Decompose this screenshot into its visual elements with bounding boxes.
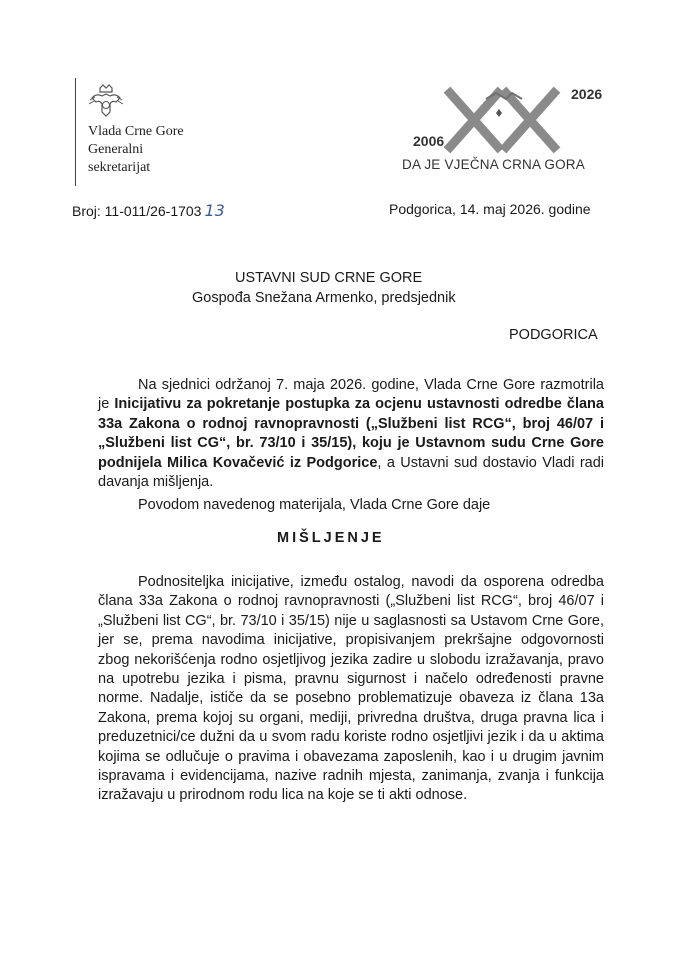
document-title: MIŠLJENJE [277, 530, 385, 546]
recipient-city: PODGORICA [509, 327, 598, 343]
place-date: Podgorica, 14. maj 2026. godine [389, 201, 591, 217]
gov-name-line-2: Generalni [88, 142, 144, 157]
p1-bold: Inicijativu za pokretanje postupka za ocjenu ustavnosti odredbe člana 33a Zakona o rodnoj ravnopravnosti („Službeni list RCG“, broj 46/07 i „Službeni list CG“, br. 73/10 i 35/15), koju je Ustavnom sudu Crne Gore podnijela Milica Kovačević iz Podgorice [98, 396, 604, 471]
p1-text-a: Na sjednici održanoj 7. maja 2026. godine, Vlada Crne Gore razmotrila je [98, 377, 604, 413]
reference-line [72, 201, 225, 220]
header-divider [75, 78, 76, 186]
gov-name-line-1: Vlada Crne Gore [88, 124, 184, 139]
gov-name-line-3: sekretarijat [88, 160, 151, 175]
reference-number: Broj: 11-011/26-1703 [72, 203, 202, 219]
paragraph-2: Povodom navedenog materijala, Vlada Crne Gore daje [138, 497, 491, 513]
paragraph-3: Podnositeljka inicijative, između ostalog, navodi da osporena odredba člana 33a Zakona o rodnoj ravnopravnosti („Službeni list RCG“, broj 46/07 i „Službeni list CG“, br. 73/10 i 35/15) nije u saglasnosti sa Ustavom Crne Gore, jer se, prema navodima inicijative, propisivanjem prekršajne odgovornosti zbog nekorišćenja rodno osjetljivog jezika zadire u slobodu izražavanja, pravo na upotrebu jezika i pisma, pravnu sigurnost i načelo određenosti pravne norme. Nadalje, ističe da se posebno problematizuje obaveza iz člana 13a Zakona, prema kojoj su organi, mediji, privredna društva, druga pravna lica i preduzetnici/ce dužni da u svom radu koriste rodno osjetljivi jezik i da u aktima kojima se odlučuje o pravima i obavezama zaposlenih, kao i u drugim javnim ispravama i evidencijama, nazive radnih mjesta, zanimanja, zvanja i funkcija izražavaju u prirodnom rodu lica na koje se ti akti odnose. [98, 574, 604, 804]
coat-of-arms-icon [86, 84, 126, 120]
paragraph-1 [98, 376, 604, 492]
anniversary-year-start: 2006 [413, 133, 445, 149]
handwritten-note: 13 [204, 201, 225, 220]
anniversary-year-end: 2026 [571, 86, 603, 102]
recipient-institution: USTAVNI SUD CRNE GORE [235, 270, 423, 286]
recipient-person: Gospođa Snežana Armenko, predsjednik [192, 290, 456, 306]
p1-text-b: , a Ustavni sud dostavio Vladi radi davanja mišljenja. [98, 454, 604, 491]
anniversary-motto: DA JE VJEČNA CRNA GORA [402, 157, 585, 172]
government-name [88, 123, 184, 177]
